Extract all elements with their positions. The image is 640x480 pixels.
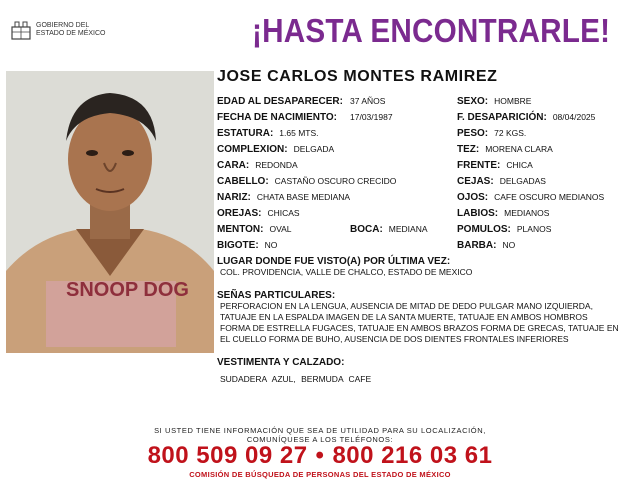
phone-numbers — [0, 442, 640, 470]
field-forehead: FRENTE: CHICA — [457, 160, 533, 171]
logo-line-2: ESTADO DE MÉXICO — [36, 30, 106, 37]
field-birthdate: FECHA DE NACIMIENTO: 17/03/1987 — [217, 112, 393, 123]
field-eyes: OJOS: CAFE OSCURO MEDIANOS — [457, 192, 605, 203]
missing-person-photo — [6, 71, 214, 353]
field-chin: MENTON: OVAL — [217, 224, 292, 235]
logo-line-1: GOBIERNO DEL — [36, 22, 90, 29]
person-name: JOSE CARLOS MONTES RAMIREZ — [217, 68, 498, 85]
field-eyebrows: CEJAS: DELGADAS — [457, 176, 546, 187]
portrait-image — [6, 71, 214, 353]
government-logo — [10, 18, 120, 44]
field-cheekbones: POMULOS: PLANOS — [457, 224, 552, 235]
field-complexion: TEZ: MORENA CLARA — [457, 144, 553, 155]
info-line-1: SI USTED TIENE INFORMACIÓN QUE SEA DE UTILIDAD PARA SU LOCALIZACIÓN, — [154, 426, 486, 435]
field-weight: PESO: 72 KGS. — [457, 128, 527, 139]
marks-label: SEÑAS PARTICULARES: — [217, 290, 336, 301]
field-hair: CABELLO: CASTAÑO OSCURO CRECIDO — [217, 176, 397, 187]
last-seen-value: COL. PROVIDENCIA, VALLE DE CHALCO, ESTADO DE MEXICO — [220, 267, 473, 277]
field-height: ESTATURA: 1.65 MTS. — [217, 128, 319, 139]
last-seen-label: LUGAR DONDE FUE VISTO(A) POR ÚLTIMA VEZ: — [217, 256, 451, 267]
field-face: CARA: REDONDA — [217, 160, 298, 171]
field-build: COMPLEXION: DELGADA — [217, 144, 335, 155]
coat-of-arms-icon — [10, 19, 32, 41]
commission-name: COMISIÓN DE BÚSQUEDA DE PERSONAS DEL ESTADO DE MÉXICO — [189, 470, 451, 479]
phone-number-1[interactable]: 800 509 09 27 — [147, 442, 308, 469]
field-sex: SEXO: HOMBRE — [457, 96, 532, 107]
phone-separator: • — [315, 442, 325, 469]
field-age: EDAD AL DESAPARECER: 37 AÑOS — [217, 96, 386, 107]
field-mustache: BIGOTE: NO — [217, 240, 278, 251]
shirt-print: SNOOP DOG — [66, 279, 189, 301]
clothing-label: VESTIMENTA Y CALZADO: — [217, 357, 345, 368]
field-beard: BARBA: NO — [457, 240, 516, 251]
headline: ¡HASTA ENCONTRARLE! — [252, 12, 611, 49]
field-ears: OREJAS: CHICAS — [217, 208, 300, 219]
field-nose: NARIZ: CHATA BASE MEDIANA — [217, 192, 351, 203]
info-line-2: COMUNÍQUESE A LOS TELÉFONOS: — [246, 435, 394, 444]
field-lips: LABIOS: MEDIANOS — [457, 208, 550, 219]
field-disappearance-date: F. DESAPARICIÓN: 08/04/2025 — [457, 112, 596, 123]
field-mouth: BOCA: MEDIANA — [350, 224, 428, 235]
clothing-value: SUDADERA AZUL, BERMUDA CAFE — [220, 374, 372, 384]
phone-number-2[interactable]: 800 216 03 61 — [332, 442, 493, 469]
marks-text: PERFORACION EN LA LENGUA, AUSENCIA DE MITAD DE DEDO PULGAR MANO IZQUIERDA, TATUAJE EN LA ESPALDA IMAGEN DE LA SANTA MUERTE, TATUAJE EN AMBOS HOMBROS FORMA DE ESTRELLA FUGACES, TATUAJE EN AMBOS BRAZOS FORMA DE GRECAS, TATUAJE EN EL CUELLO FORMA DE BUHO, AUSENCIA DE DOS DIENTES FRONTALES INFERIORES — [220, 301, 619, 344]
